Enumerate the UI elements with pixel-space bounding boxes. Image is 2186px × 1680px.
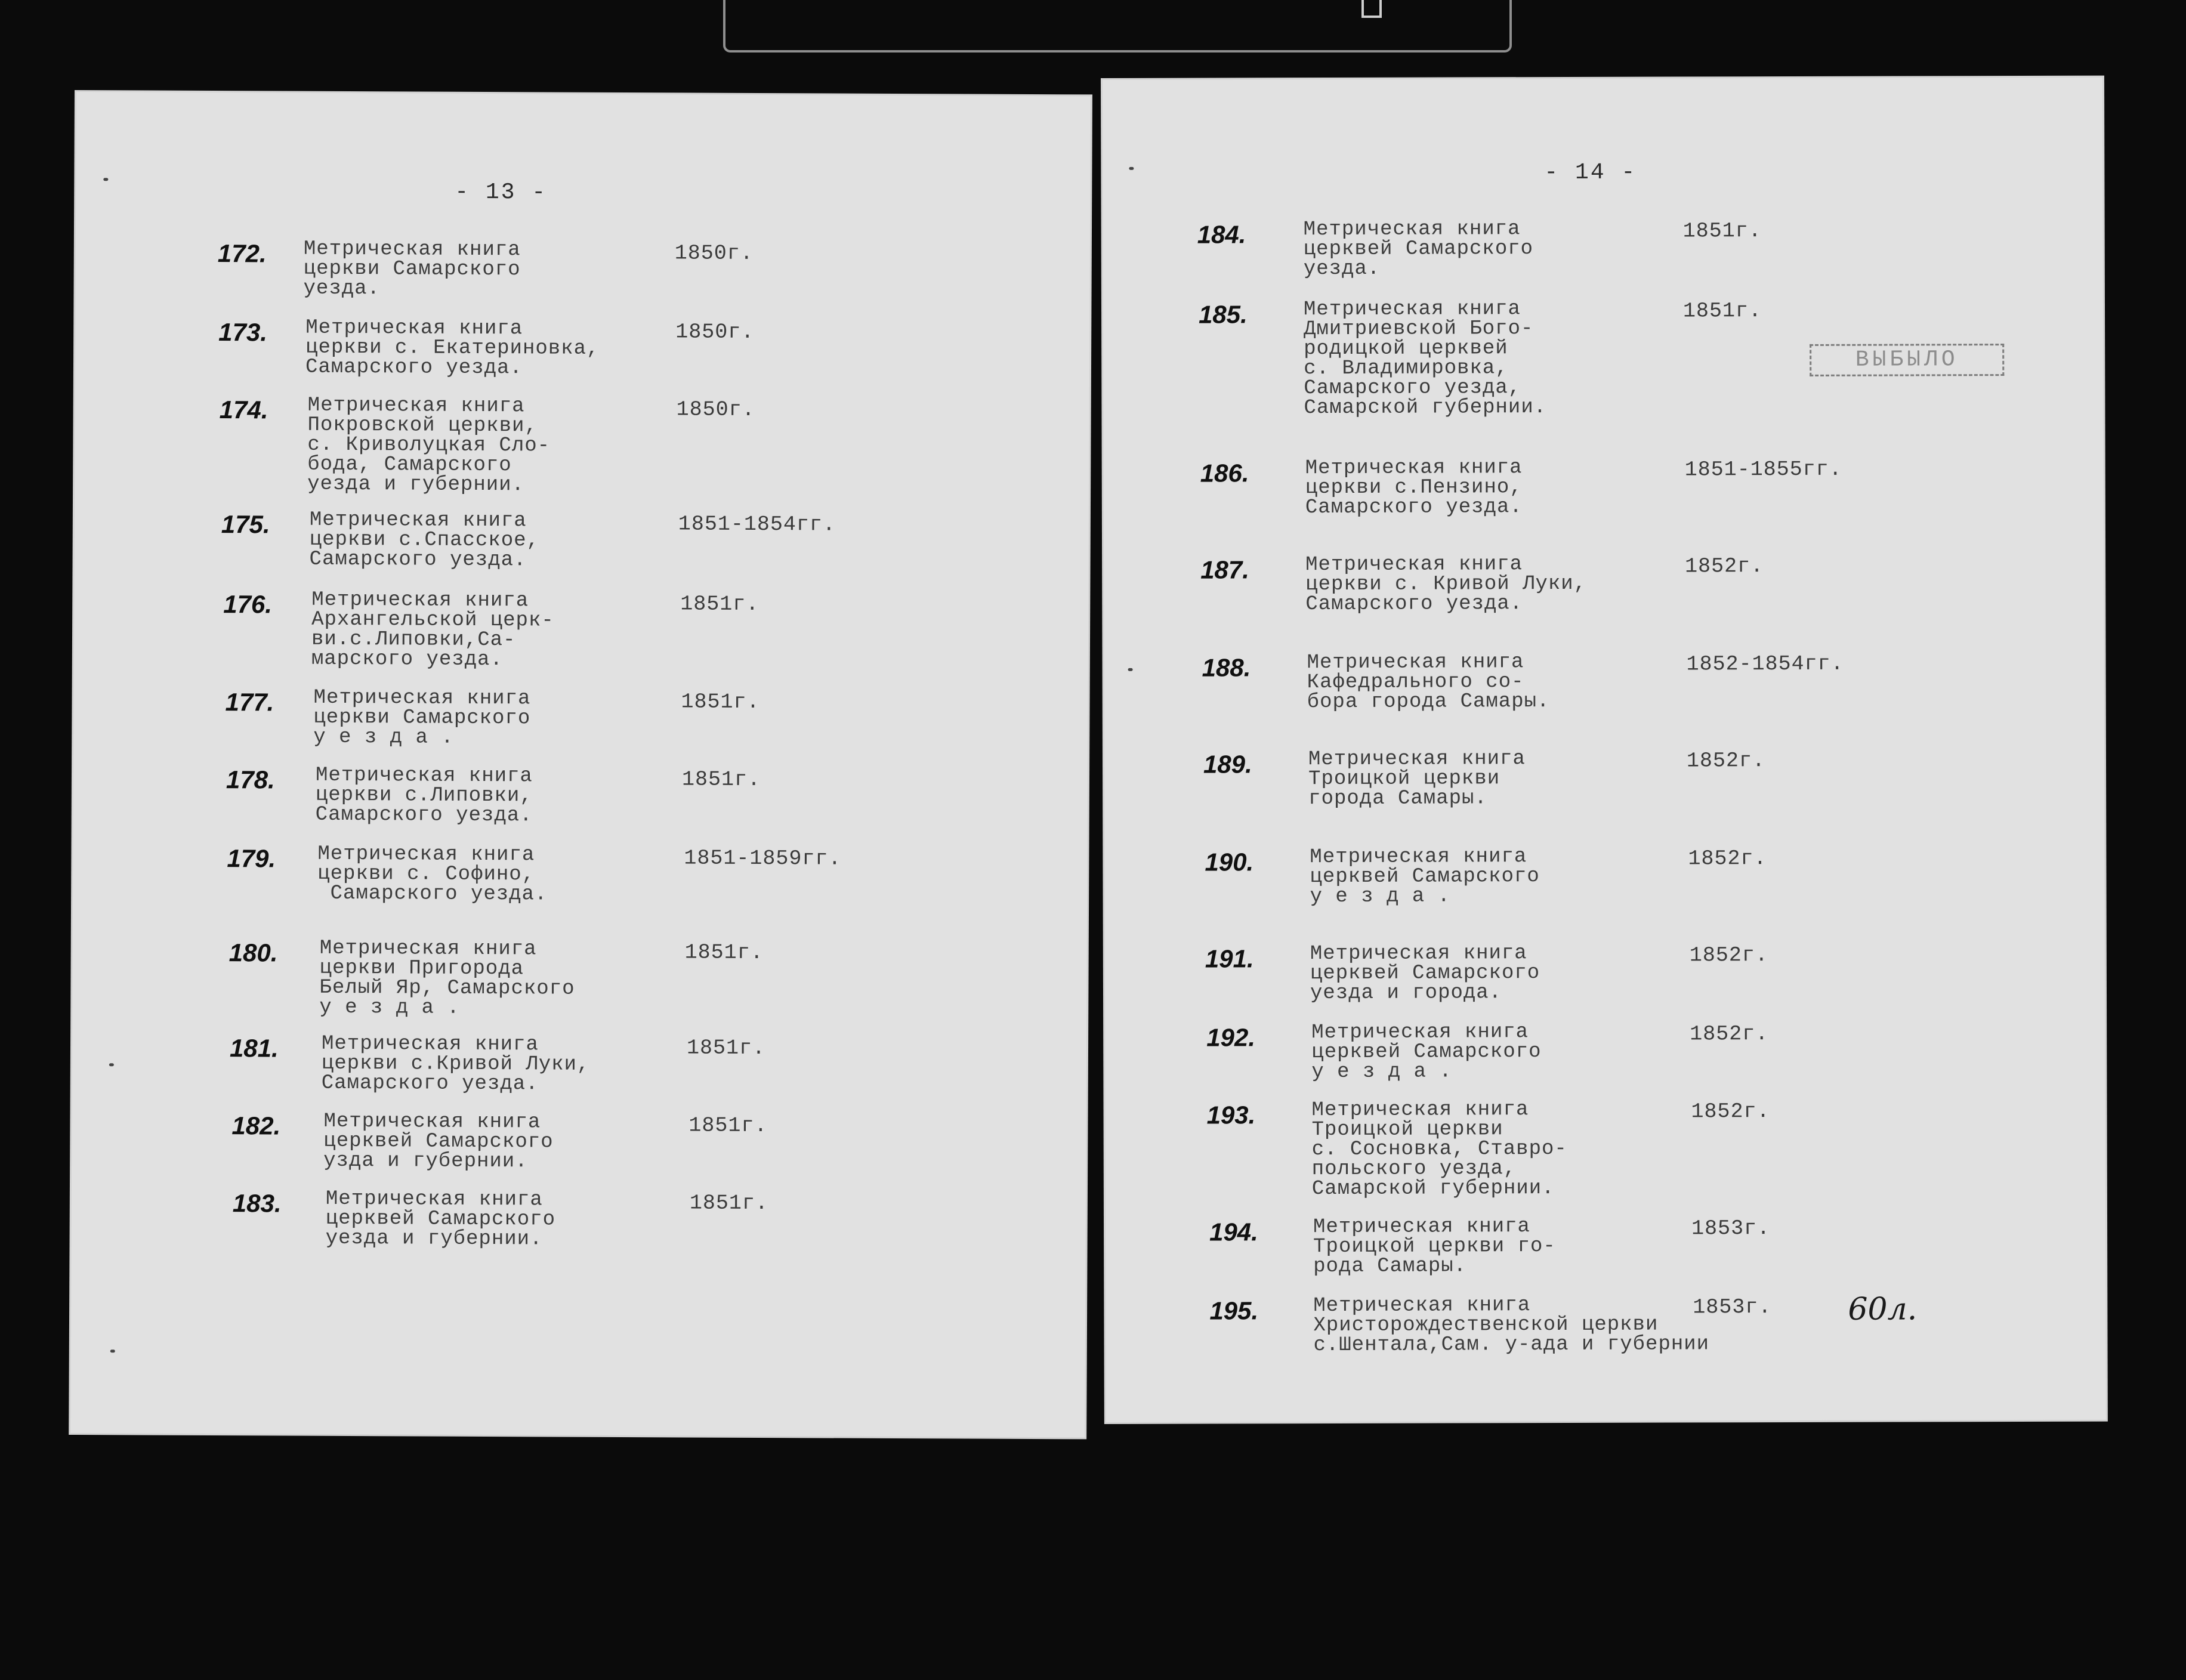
entry-description: Метрическая книга Кафедрального со- бора города Самары.	[1307, 651, 1550, 714]
list-item	[1105, 1098, 2105, 1201]
list-item	[73, 937, 1087, 1020]
entry-description: Метрическая книга Дмитриевской Бого- родицкой церквей с. Владимировка, Самарского уезда, Самарской губернии.	[1303, 298, 1547, 420]
film-frame-mark	[1361, 0, 1382, 18]
page-number: - 13 -	[455, 179, 548, 206]
list-item	[1104, 845, 2104, 909]
list-item	[1106, 1215, 2105, 1278]
entry-number: 190.	[1205, 848, 1254, 876]
entry-date: 1852г.	[1685, 554, 1764, 579]
entry-date: 1850г.	[674, 241, 754, 265]
entry-description: Метрическая книга церкви с.Кривой Луки, Самарского уезда.	[321, 1032, 590, 1096]
list-item	[1103, 218, 2103, 281]
entry-description: Метрическая книга Троицкой церкви с. Сосновка, Ставро- польского уезда, Самарской губернии.	[1311, 1098, 1567, 1201]
sheet-count-note: 60л.	[1848, 1291, 1918, 1327]
entry-number: 179.	[227, 844, 276, 873]
list-item	[72, 1032, 1086, 1096]
entry-number: 192.	[1206, 1023, 1256, 1052]
entry-number: 193.	[1206, 1101, 1256, 1129]
entry-description: Метрическая книга церкви с. Софино, Самарского уезда.	[317, 842, 548, 906]
entry-number: 195.	[1209, 1296, 1259, 1325]
entry-number: 176.	[223, 590, 273, 619]
list-item	[73, 842, 1087, 906]
entry-number: 180.	[229, 938, 278, 967]
entry-description: Метрическая книга Троицкой церкви города Самары.	[1308, 748, 1526, 811]
entry-date: 1851г.	[688, 1113, 768, 1138]
entry-description: Метрическая книга церквей Самарского узда и губернии.	[323, 1110, 554, 1173]
entry-description: Метрическая книга церкви Самарского у е з д а .	[313, 686, 531, 749]
entry-number: 177.	[225, 688, 274, 717]
margin-speck	[103, 178, 108, 181]
list-item	[1105, 942, 2105, 1005]
entry-date: 1853г.	[1693, 1295, 1772, 1320]
entry-description: Метрическая книга Покровской церкви, с. Криволуцкая Сло- бода, Самарского уезда и губернии.	[307, 394, 551, 497]
entry-number: 174.	[219, 396, 268, 424]
list-item	[1104, 748, 2104, 811]
entry-number: 189.	[1203, 750, 1252, 779]
entry-date: 1850г.	[676, 397, 755, 422]
entry-description: Метрическая книга Троицкой церкви го- рода Самары.	[1313, 1215, 1556, 1278]
entry-number: 178.	[226, 765, 275, 794]
entry-description: Метрическая книга церкви Пригорода Белый Яр, Самарского у е з д а .	[319, 937, 575, 1020]
entry-number: 182.	[231, 1111, 281, 1140]
entry-number: 175.	[221, 510, 270, 539]
entry-date: 1850г.	[675, 320, 755, 344]
list-item	[74, 686, 1088, 749]
list-item	[1104, 553, 2104, 616]
entry-date: 1852г.	[1691, 1100, 1770, 1124]
entry-number: 173.	[218, 318, 268, 347]
entry-date: 1851-1854гг.	[678, 512, 836, 537]
entry-description: Метрическая книга церквей Самарского у е з д а .	[1310, 845, 1540, 909]
list-item	[72, 1110, 1086, 1173]
entry-number: 183.	[232, 1189, 282, 1218]
entry-description: Метрическая книга церквей Самарского у е з д а .	[1311, 1021, 1542, 1084]
entry-number: 191.	[1205, 944, 1254, 973]
left-page	[70, 92, 1091, 1437]
entry-description: Метрическая книга церкви Самарского уезда.	[303, 237, 521, 301]
list-item	[1104, 456, 2104, 520]
list-item	[75, 316, 1089, 380]
list-item	[1105, 1021, 2105, 1084]
margin-speck	[110, 1349, 115, 1352]
entry-date: 1851г.	[681, 767, 761, 792]
entry-description: Метрическая книга церквей Самарского уезда.	[1303, 218, 1534, 281]
list-item	[75, 508, 1089, 572]
entry-date: 1851г.	[684, 940, 764, 965]
entry-description: Метрическая книга церкви с.Пензино, Самарского уезда.	[1305, 456, 1523, 520]
list-item	[1104, 651, 2104, 714]
list-item	[76, 237, 1090, 301]
margin-speck	[1129, 167, 1134, 170]
entry-number: 172.	[217, 239, 267, 268]
entry-date: 1851-1855гг.	[1684, 457, 1842, 482]
entry-description: Метрическая книга церкви с.Спасское, Самарского уезда.	[309, 508, 540, 572]
entry-number: 186.	[1200, 459, 1249, 487]
entry-date: 1851-1859гг.	[684, 846, 842, 871]
right-page	[1103, 78, 2106, 1422]
entry-number: 188.	[1202, 653, 1251, 682]
list-item	[73, 764, 1088, 827]
entry-date: 1852г.	[1690, 1022, 1769, 1046]
entry-description: Метрическая книга церквей Самарского уезда и города.	[1310, 942, 1540, 1005]
entry-description: Метрическая книга церкви с.Липовки, Самарского уезда.	[315, 764, 533, 827]
entry-date: 1852г.	[1689, 943, 1768, 968]
entry-date: 1851г.	[1682, 219, 1762, 243]
entry-number: 184.	[1197, 220, 1246, 249]
entry-date: 1851г.	[686, 1036, 766, 1061]
entry-number: 181.	[229, 1034, 279, 1063]
entry-date: 1851г.	[1682, 299, 1762, 323]
entry-date: 1851г.	[680, 592, 759, 617]
entry-description: Метрическая книга церквей Самарского уезда и губернии.	[325, 1187, 556, 1251]
entry-description: Метрическая книга церкви с. Кривой Луки, Самарского уезда.	[1305, 553, 1587, 616]
film-frame-tab	[723, 0, 1512, 52]
entry-number: 194.	[1209, 1218, 1258, 1246]
margin-speck	[109, 1063, 114, 1066]
page-number: - 14 -	[1544, 159, 1637, 186]
entry-date: 1852г.	[1688, 847, 1767, 871]
entry-description: Метрическая книга церкви с. Екатериновка, Самарского уезда.	[305, 316, 600, 380]
margin-speck	[1128, 668, 1133, 671]
entry-date: 1853г.	[1691, 1216, 1771, 1241]
entry-date: 1852г.	[1686, 749, 1766, 773]
entry-date: 1851г.	[689, 1191, 769, 1216]
list-item	[72, 1187, 1086, 1251]
list-item	[75, 394, 1089, 497]
entry-number: 187.	[1200, 555, 1249, 584]
entry-description: Метрическая книга Архангельской церк- ви.с.Липовки,Са- марского уезда.	[311, 588, 554, 672]
withdrawn-stamp: ВЫБЫЛО	[1810, 344, 2004, 376]
list-item	[74, 588, 1088, 672]
entry-description: Метрическая книга Христорождественской церкви с.Шентала,Сам. у-ада и губернии	[1313, 1294, 1710, 1357]
entry-number: 185.	[1198, 300, 1248, 329]
entry-date: 1851г.	[681, 690, 760, 715]
entry-date: 1852-1854гг.	[1686, 651, 1844, 677]
